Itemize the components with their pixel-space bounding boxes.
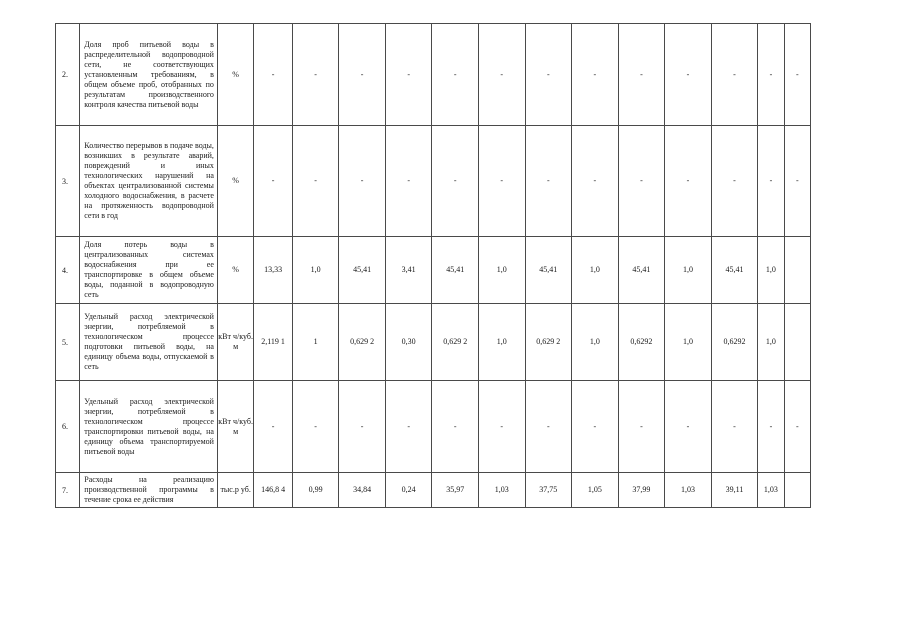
- row-number: 6.: [56, 381, 80, 473]
- value-cell: 1,0: [665, 237, 712, 304]
- table-row: [56, 126, 811, 237]
- unit-cell: тыс.р уб.: [217, 473, 253, 508]
- value-cell: -: [758, 381, 784, 473]
- value-cell: -: [339, 126, 386, 237]
- value-cell: -: [292, 24, 339, 126]
- value-cell: 1,03: [665, 473, 712, 508]
- value-cell: -: [572, 24, 619, 126]
- value-cell: -: [254, 381, 292, 473]
- value-cell: 45,41: [618, 237, 665, 304]
- indicator-description: Доля потерь воды в централизованных системах водоснабжения при ее транспортировке в общем объеме воды, поданной в водопроводную сеть: [80, 237, 218, 304]
- value-cell: 1,0: [665, 304, 712, 381]
- value-cell: -: [385, 126, 432, 237]
- value-cell: -: [758, 24, 784, 126]
- value-cell: -: [292, 126, 339, 237]
- value-cell: 1,0: [572, 237, 619, 304]
- row-number: 4.: [56, 237, 80, 304]
- value-cell: -: [432, 126, 479, 237]
- table-row: [56, 304, 811, 381]
- value-cell: -: [432, 24, 479, 126]
- value-cell: -: [339, 24, 386, 126]
- value-cell: -: [572, 126, 619, 237]
- indicator-description: Доля проб питьевой воды в распределительной водопроводной сети, не соответствующих установленным требованиям, в общем объеме проб, отобранных по результатам производственного контроля качества питьевой воды: [80, 24, 218, 126]
- value-cell: 45,41: [339, 237, 386, 304]
- value-cell: 0,30: [385, 304, 432, 381]
- value-cell: -: [478, 126, 525, 237]
- value-cell: -: [711, 24, 758, 126]
- table-row: [56, 381, 811, 473]
- value-cell: 1,05: [572, 473, 619, 508]
- value-cell: 45,41: [432, 237, 479, 304]
- table-row: [56, 473, 811, 508]
- value-cell: 0,6292: [618, 304, 665, 381]
- unit-cell: кВт ч/куб. м: [217, 381, 253, 473]
- value-cell: 45,41: [525, 237, 572, 304]
- row-number: 7.: [56, 473, 80, 508]
- value-cell: -: [478, 381, 525, 473]
- value-cell: 2,119 1: [254, 304, 292, 381]
- value-cell: 37,99: [618, 473, 665, 508]
- value-cell: -: [385, 381, 432, 473]
- unit-cell: %: [217, 24, 253, 126]
- value-cell: -: [665, 24, 712, 126]
- value-cell: 1,0: [478, 237, 525, 304]
- value-cell: -: [478, 24, 525, 126]
- value-cell: -: [618, 24, 665, 126]
- indicator-description: Количество перерывов в подаче воды, возникших в результате аварий, повреждений и иных технологических нарушений на объектах централизованной системы холодного водоснабжения, в расчете на протяженность водопроводной сети в год: [80, 126, 218, 237]
- value-cell: 13,33: [254, 237, 292, 304]
- value-cell: 146,8 4: [254, 473, 292, 508]
- value-cell: 0,629 2: [432, 304, 479, 381]
- value-cell: [784, 304, 810, 381]
- value-cell: -: [618, 381, 665, 473]
- value-cell: -: [784, 24, 810, 126]
- value-cell: 3,41: [385, 237, 432, 304]
- value-cell: -: [784, 381, 810, 473]
- value-cell: -: [665, 126, 712, 237]
- value-cell: -: [665, 381, 712, 473]
- value-cell: -: [292, 381, 339, 473]
- value-cell: 1: [292, 304, 339, 381]
- table-row: [56, 237, 811, 304]
- row-number: 2.: [56, 24, 80, 126]
- value-cell: 45,41: [711, 237, 758, 304]
- value-cell: 37,75: [525, 473, 572, 508]
- value-cell: [784, 473, 810, 508]
- value-cell: -: [254, 126, 292, 237]
- unit-cell: %: [217, 126, 253, 237]
- value-cell: 1,0: [758, 237, 784, 304]
- value-cell: 1,03: [478, 473, 525, 508]
- value-cell: 1,0: [478, 304, 525, 381]
- value-cell: 1,0: [292, 237, 339, 304]
- value-cell: -: [339, 381, 386, 473]
- value-cell: -: [432, 381, 479, 473]
- indicator-description: Удельный расход электрической энергии, потребляемой в технологическом процессе подготовки питьевой воды, на единицу объема воды, отпускаемой в сеть: [80, 304, 218, 381]
- value-cell: 1,0: [758, 304, 784, 381]
- unit-cell: %: [217, 237, 253, 304]
- value-cell: 0,99: [292, 473, 339, 508]
- row-number: 5.: [56, 304, 80, 381]
- value-cell: 1,0: [572, 304, 619, 381]
- value-cell: -: [711, 126, 758, 237]
- row-number: 3.: [56, 126, 80, 237]
- value-cell: -: [525, 24, 572, 126]
- unit-cell: кВт ч/куб. м: [217, 304, 253, 381]
- value-cell: 35,97: [432, 473, 479, 508]
- value-cell: 39,11: [711, 473, 758, 508]
- value-cell: 0,24: [385, 473, 432, 508]
- value-cell: -: [784, 126, 810, 237]
- indicator-description: Расходы на реализацию производственной программы в течение срока ее действия: [80, 473, 218, 508]
- value-cell: 34,84: [339, 473, 386, 508]
- value-cell: -: [385, 24, 432, 126]
- indicator-description: Удельный расход электрической энергии, потребляемой в технологическом процессе транспортировки питьевой воды, на единицу объема транспортируемой питьевой воды: [80, 381, 218, 473]
- value-cell: 0,629 2: [525, 304, 572, 381]
- value-cell: [784, 237, 810, 304]
- indicators-table: [55, 23, 811, 508]
- value-cell: -: [525, 381, 572, 473]
- value-cell: -: [525, 126, 572, 237]
- value-cell: 0,6292: [711, 304, 758, 381]
- value-cell: 0,629 2: [339, 304, 386, 381]
- value-cell: -: [758, 126, 784, 237]
- value-cell: -: [618, 126, 665, 237]
- table-body: [56, 24, 811, 508]
- value-cell: -: [254, 24, 292, 126]
- value-cell: -: [711, 381, 758, 473]
- value-cell: 1,03: [758, 473, 784, 508]
- value-cell: -: [572, 381, 619, 473]
- table-row: [56, 24, 811, 126]
